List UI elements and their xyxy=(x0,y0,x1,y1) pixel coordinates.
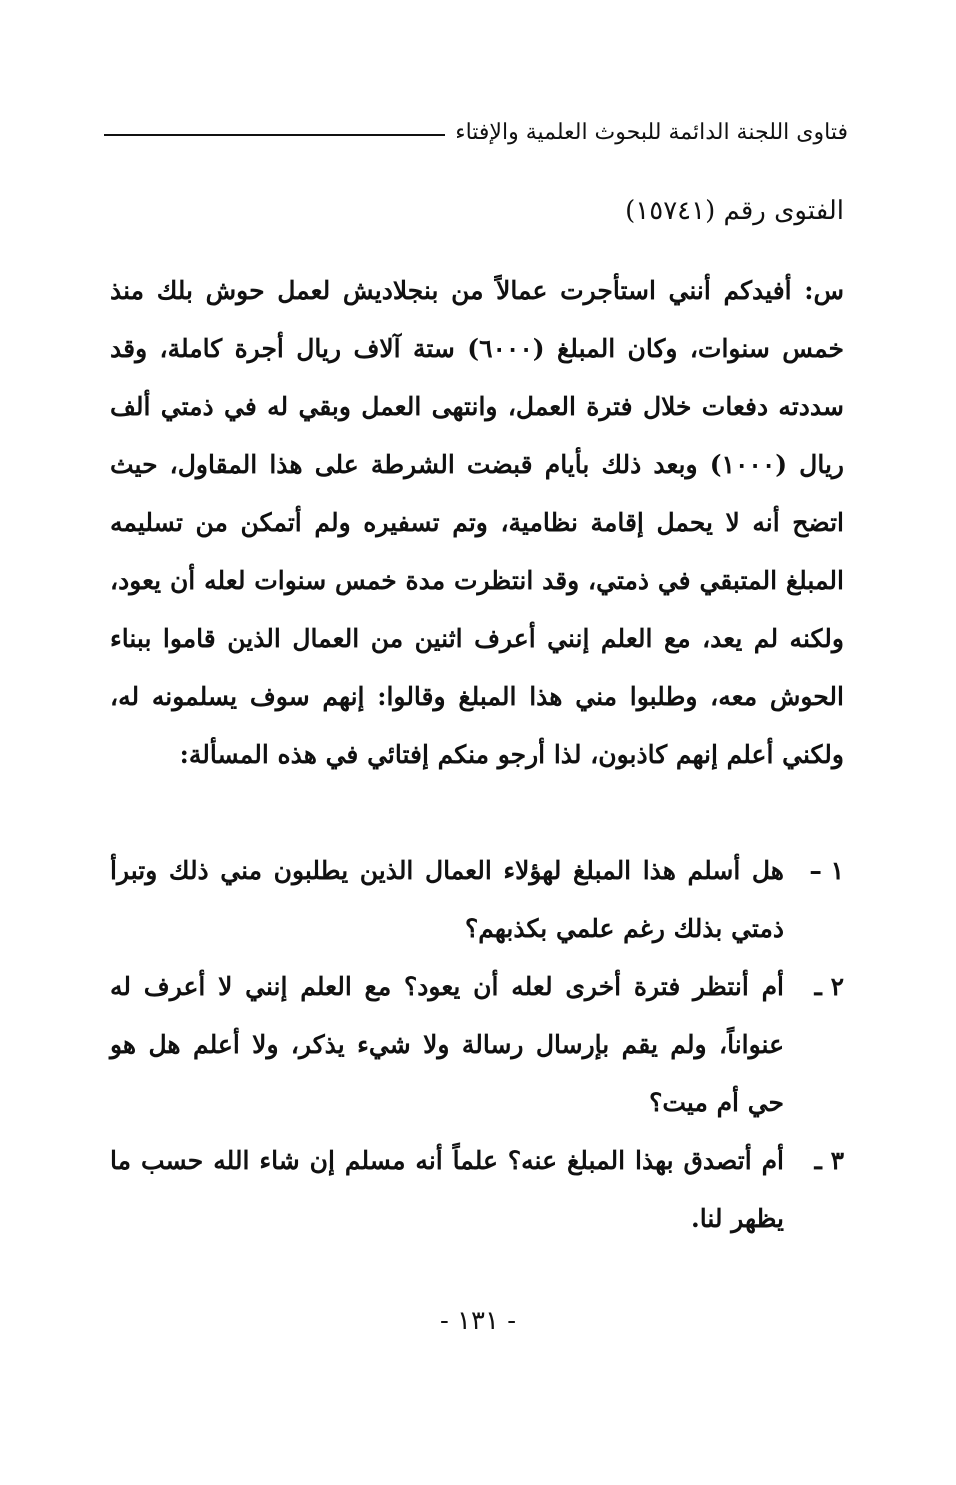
item-text: أم أتصدق بهذا المبلغ عنه؟ علماً أنه مسلم إن شاء الله حسب ما يظهر لنا. xyxy=(110,1146,784,1233)
page-number: - ١٣١ - xyxy=(439,1306,517,1336)
item-number: ١ – xyxy=(809,856,844,885)
list-item xyxy=(110,958,844,1132)
question-items xyxy=(110,842,844,1248)
header-rule xyxy=(104,134,445,136)
fatwa-number: الفتوى رقم (١٥٧٤١) xyxy=(625,196,844,226)
item-number: ٣ ـ xyxy=(814,1146,844,1175)
question-paragraph: س: أفيدكم أنني استأجرت عمالاً من بنجلاديش لعمل حوش بلك منذ خمس سنوات، وكان المبلغ (٦٠٠٠) ستة آلاف ريال أجرة كاملة، وقد سددته دفعات خلال فترة العمل، وانتهى العمل وبقي له في ذمتي ألف ريال (١٠٠٠) وبعد ذلك بأيام قبضت الشرطة على هذا المقاول، حيث اتضح أنه لا يحمل إقامة نظامية، وتم تسفيره ولم أتمكن من تسليمه المبلغ المتبقي في ذمتي، وقد انتظرت مدة خمس سنوات لعله أن يعود، ولكنه لم يعد، مع العلم إنني أعرف اثنين من العمال الذين قاموا ببناء الحوش معه، وطلبوا مني هذا المبلغ وقالوا: إنهم سوف يسلمونه له، ولكني أعلم إنهم كاذبون، لذا أرجو منكم إفتائي في هذه المسألة: xyxy=(110,276,844,769)
item-text: هل أسلم هذا المبلغ لهؤلاء العمال الذين يطلبون مني ذلك وتبرأ ذمتي بذلك رغم علمي بكذبهم؟ xyxy=(110,856,784,943)
item-text: أم أنتظر فترة أخرى لعله أن يعود؟ مع العلم إنني لا أعرف له عنواناً، ولم يقم بإرسال رسالة ولا شيء يذكر، ولا أعلم هل هو حي أم ميت؟ xyxy=(110,972,784,1117)
book-title: فتاوى اللجنة الدائمة للبحوث العلمية والإفتاء xyxy=(455,119,848,145)
question-text xyxy=(110,262,844,784)
running-header xyxy=(104,112,848,152)
list-item xyxy=(110,842,844,958)
item-number: ٢ ـ xyxy=(814,972,844,1001)
list-item xyxy=(110,1132,844,1248)
